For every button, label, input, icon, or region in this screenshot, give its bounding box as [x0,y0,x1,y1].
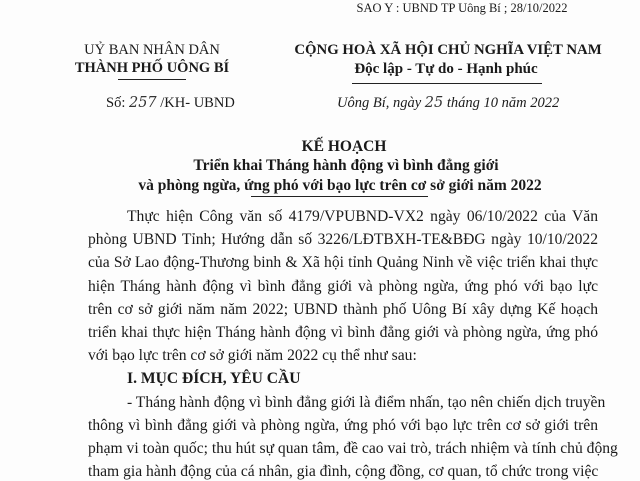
para-line: - Tháng hành động vì bình đẳng giới là điểm nhấn, tạo nên chiến dịch truyền [127,394,606,411]
copy-stamp: SAO Y : UBND TP Uông Bí ; 28/10/2022 [356,1,568,15]
para-line: phạm vi toàn quốc; thu hút sự quan tâm, đề cao vai trò, trách nhiệm và tính chủ động [88,440,618,457]
number-prefix: Số: [106,95,126,111]
national-motto: Độc lập - Tự do - Hạnh phúc [354,61,538,77]
intro-line: với bạo lực trên cơ sở giới năm 2022 cụ thể như sau: [88,347,417,364]
section-heading: I. MỤC ĐÍCH, YÊU CẦU [127,370,301,387]
doc-heading: KẾ HOẠCH [301,138,387,155]
intro-line: triển khai thực hiện Tháng hành động vì bình đẳng giới và phòng ngừa, ứng phó [88,324,598,341]
intro-line: của Sở Lao động-Thương binh & Xã hội tỉnh Quảng Ninh về việc triển khai thực [88,254,598,271]
intro-line: phòng UBND Tỉnh; Hướng dẫn số 3226/LĐTBXH-TE&BĐG ngày 10/10/2022 [88,231,598,248]
intro-line: Thực hiện Công văn số 4179/VPUBND-VX2 ngày 06/10/2022 của Văn [127,208,598,225]
date-prefix: Uông Bí, ngày [337,95,422,111]
intro-line: trên cơ sở giới năm năm 2022; UBND thành phố Uông Bí xây dựng Kế hoạch [88,301,598,318]
intro-line: hiện Tháng hành động vì bình đẳng giới và phòng ngừa, ứng phó với bạo lực [88,278,598,295]
national-line1: CỘNG HOÀ XÃ HỘI CHỦ NGHĨA VIỆT NAM [294,42,602,58]
date-suffix: tháng 10 năm 2022 [446,95,560,111]
doc-subtitle-2: và phòng ngừa, ứng phó với bạo lực trên cơ sở giới năm 2022 [138,177,542,194]
issuer-underline [118,79,186,80]
para-line: thông vì bình đẳng giới và phòng ngừa, ứng phó với bạo lực trên cơ sở giới trên [88,417,598,434]
motto-underline [352,83,542,84]
document-number [106,95,235,112]
doc-subtitle-1: Triển khai Tháng hành động vì bình đẳng giới [193,157,499,174]
issuer-line2: THÀNH PHỐ UÔNG BÍ [74,60,230,76]
title-underline [251,196,428,197]
number-suffix: /KH- UBND [160,95,235,111]
date-day: 25 [424,95,444,111]
issuer-line1: UỶ BAN NHÂN DÂN [84,42,220,58]
para-line: tham gia hành động của cá nhân, gia đình, cộng đồng, cơ quan, tổ chức trong việc [88,463,599,480]
number-handwritten: 257 [128,95,157,111]
document-date [337,95,559,112]
